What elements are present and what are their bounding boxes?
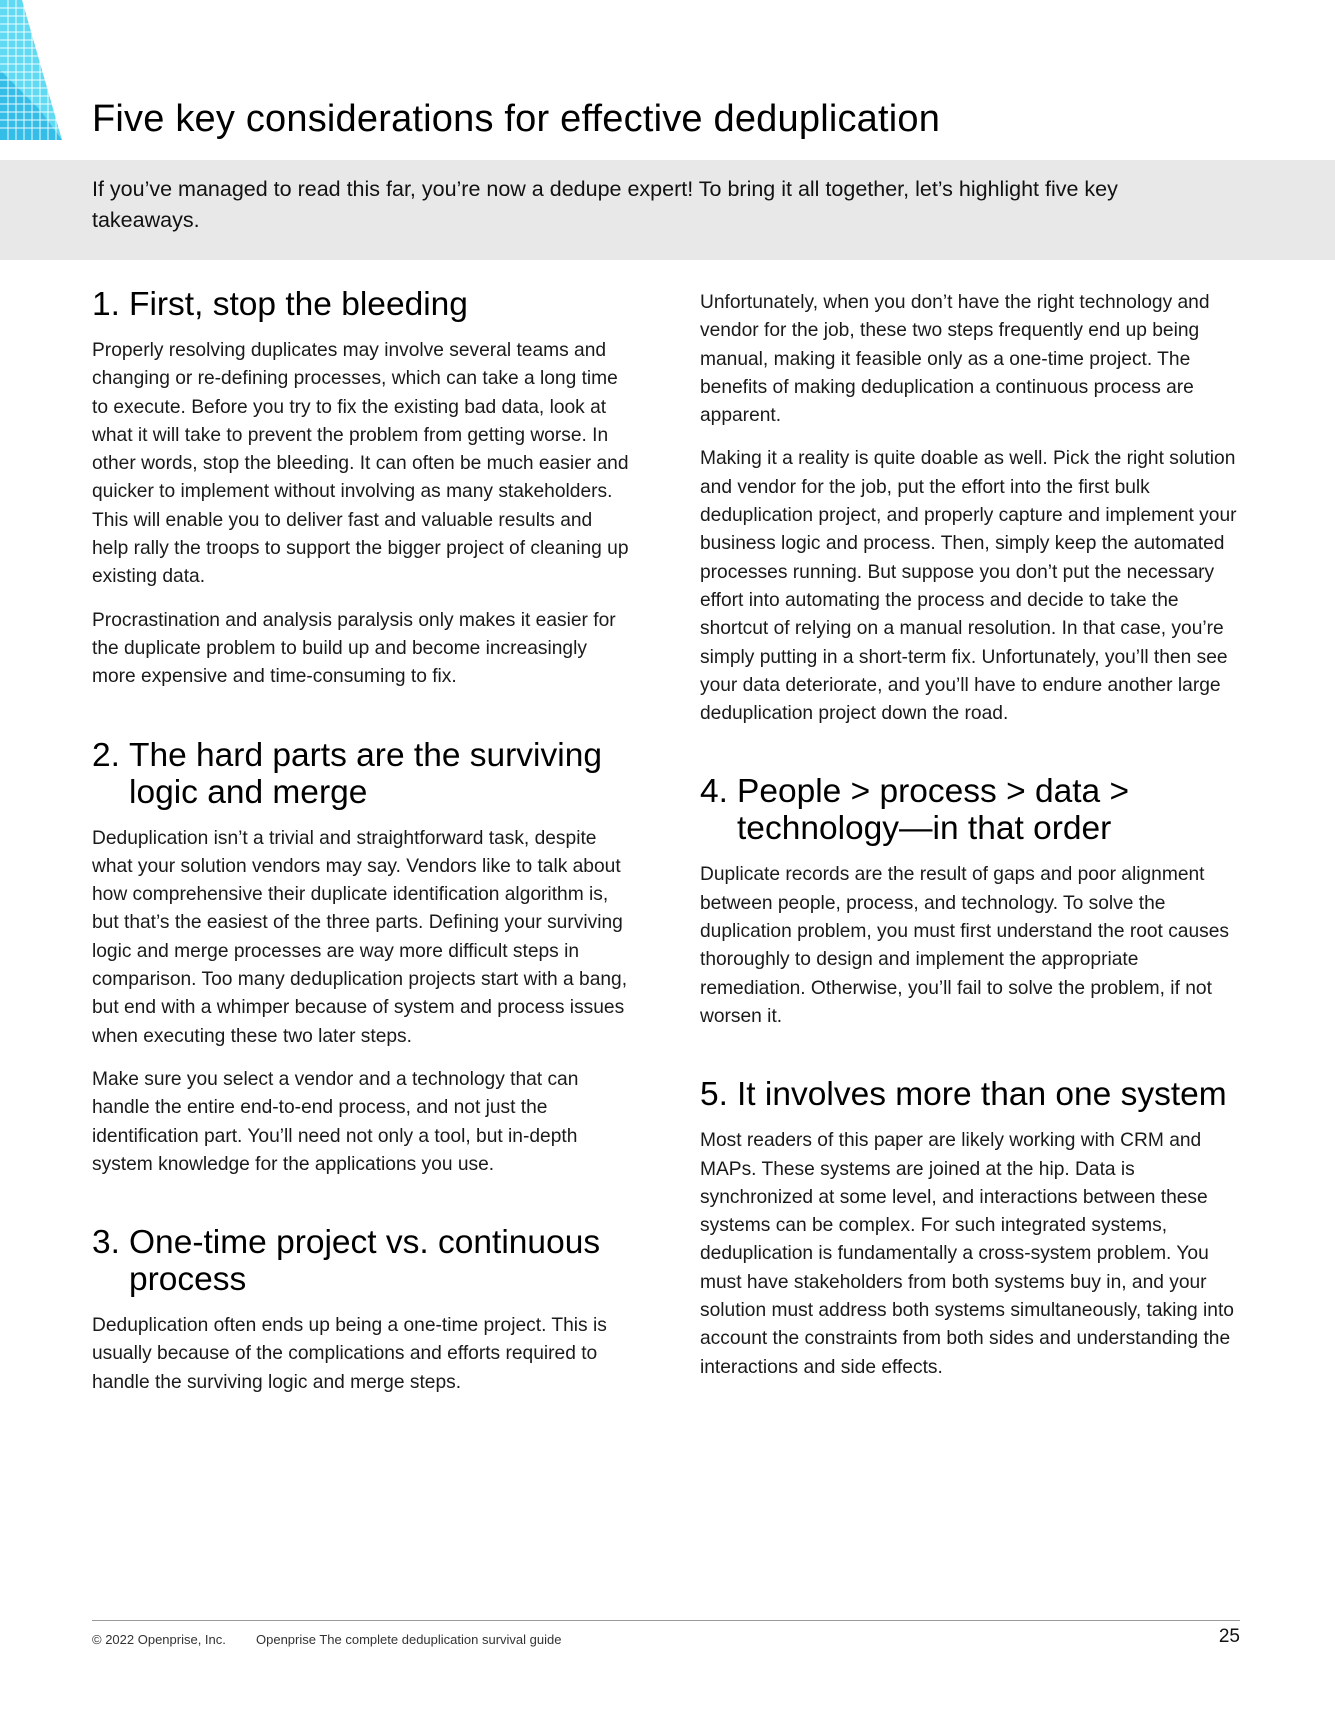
section-1-heading — [92, 286, 632, 323]
section-5-title: It involves more than one system — [737, 1076, 1227, 1114]
section-2-number: 2. — [92, 736, 120, 774]
section-2-title: The hard parts are the surviving logic and merge — [129, 736, 602, 811]
section-3-number: 3. — [92, 1224, 120, 1262]
section-5-number: 5. — [700, 1076, 728, 1114]
section-2-paragraph-1: Deduplication isn’t a trivial and straightforward task, despite what your solution vendors may say. Vendors like to talk about how comprehensive their duplicate identification algorithm is, but that’s the easiest of the three parts. Defining your surviving logic and merge processes are way more difficult steps in comparison. Too many deduplication projects start with a bang, but end with a whimper because of system and process issues when executing these two later steps. — [92, 827, 628, 1047]
section-5-heading — [700, 1076, 1245, 1113]
section-4-heading — [700, 773, 1245, 847]
section-3-paragraph-3: Making it a reality is quite doable as well. Pick the right solution and vendor for the job, put the effort into the first bulk deduplication project, and properly capture and implement your business logic and process. Then, simply keep the automated processes running. But suppose you don’t put the necessary effort into automating the process and decide to take the shortcut of relying on a manual resolution. In that case, you’re simply putting in a short-term fix. Unfortunately, you’ll then see your data deteriorate, and you’ll have to endure another large deduplication project down the road. — [700, 448, 1237, 725]
footer-divider — [92, 1620, 1240, 1621]
section-3-heading — [92, 1224, 632, 1298]
section-4-title: People > process > data > technology—in that order — [737, 773, 1130, 848]
section-3-paragraph-2: Unfortunately, when you don’t have the right technology and vendor for the job, these two steps frequently end up being manual, making it feasible only as a one-time project. The benefits of making deduplication a continuous process are apparent. — [700, 292, 1210, 427]
section-4-number: 4. — [700, 773, 728, 811]
section-3-paragraph-1: Deduplication often ends up being a one-time project. This is usually because of the complications and efforts required to handle the surviving logic and merge steps. — [92, 1315, 607, 1393]
footer-document-title: Openprise The complete deduplication survival guide — [256, 1632, 562, 1647]
left-column — [92, 286, 632, 1412]
section-1-number: 1. — [92, 286, 120, 323]
section-1-paragraph-1: Properly resolving duplicates may involve several teams and changing or re-defining processes, which can take a long time to execute. Before you try to fix the existing bad data, look at what it will take to prevent the problem from getting worse. In other words, stop the bleeding. It can often be much easier and quicker to implement without involving as many stakeholders. This will enable you to deliver fast and valuable results and help rally the troops to support the bigger project of cleaning up existing data. — [92, 340, 629, 588]
section-4-paragraph-1: Duplicate records are the result of gaps and poor alignment between people, process, and technology. To solve the duplication problem, you must first understand the root causes thoroughly to design and implement the appropriate remediation. Otherwise, you’ll fail to solve the problem, if not worsen it. — [700, 864, 1230, 1027]
section-2-heading — [92, 737, 632, 811]
section-3-title: One-time project vs. continuous process — [129, 1224, 601, 1299]
section-2-paragraph-2: Make sure you select a vendor and a technology that can handle the entire end-to-end process, and not just the identification part. You’ll need not only a tool, but in-depth system knowledge for the applications you use. — [92, 1068, 579, 1175]
footer-copyright: © 2022 Openprise, Inc. — [92, 1632, 226, 1647]
corner-decoration-graphic — [0, 0, 70, 140]
section-5-paragraph-1: Most readers of this paper are likely working with CRM and MAPs. These systems are joined at the hip. Data is synchronized at some level, and interactions between these systems can be complex. For such integrated systems, deduplication is fundamentally a cross-system problem. You must have stakeholders from both systems buy in, and your solution must address both systems simultaneously, taking into account the constraints from both sides and understanding the interactions and side effects. — [700, 1130, 1234, 1378]
page-number: 25 — [1218, 1626, 1240, 1647]
page-title: Five key considerations for effective deduplication — [92, 98, 941, 140]
intro-paragraph: If you’ve managed to read this far, you’re now a dedupe expert! To bring it all together, let’s highlight five key takeaways. — [92, 177, 1118, 232]
section-1-paragraph-2: Procrastination and analysis paralysis only makes it easier for the duplicate problem to build up and become increasingly more expensive and time-consuming to fix. — [92, 609, 616, 688]
right-column — [700, 289, 1245, 1397]
section-1-title: First, stop the bleeding — [129, 286, 468, 323]
